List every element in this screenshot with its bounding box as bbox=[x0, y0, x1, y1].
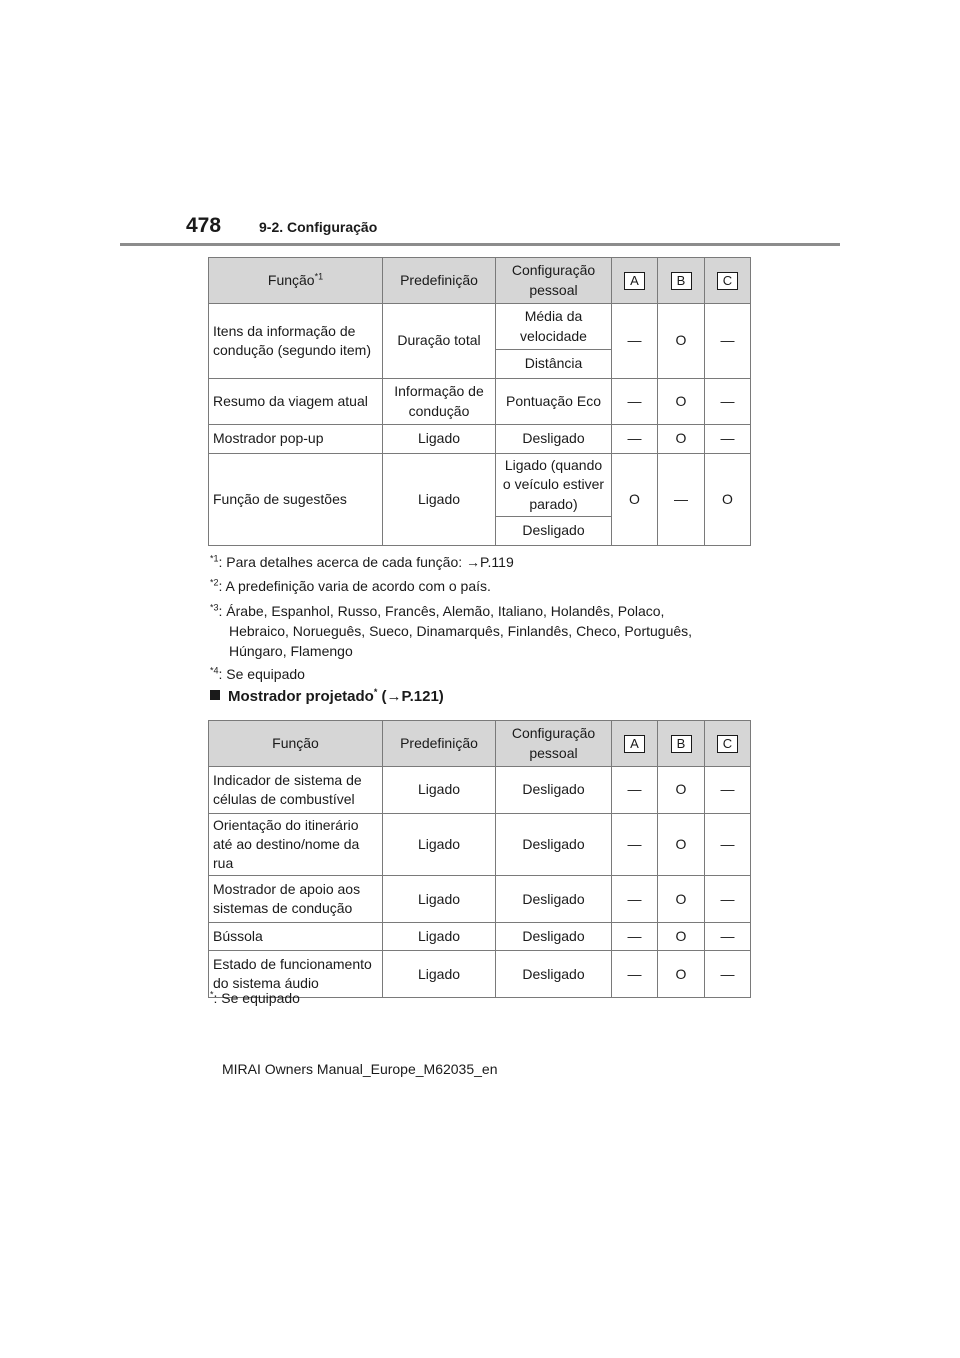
key-box-a: A bbox=[624, 735, 645, 753]
cell-b: O bbox=[658, 923, 705, 951]
cell-c: — bbox=[705, 379, 751, 425]
cell-function: Estado de funcionamento do sistema áudio bbox=[209, 951, 383, 998]
footnote-4: $^{*4}$: Se equipado bbox=[210, 665, 305, 682]
cell-function: Mostrador de apoio aos sistemas de condução bbox=[209, 876, 383, 923]
cell-a: — bbox=[612, 876, 658, 923]
cell-c: — bbox=[705, 304, 751, 379]
cell-default: Ligado bbox=[383, 951, 496, 998]
cell-function: Itens da informação de condução (segundo item) bbox=[209, 304, 383, 379]
cell-c: O bbox=[705, 454, 751, 546]
table-row bbox=[209, 304, 751, 350]
cell-b: O bbox=[658, 767, 705, 814]
cell-c: — bbox=[705, 876, 751, 923]
cell-default: Informação de condução bbox=[383, 379, 496, 425]
key-box-c: C bbox=[717, 272, 738, 290]
cell-a: — bbox=[612, 767, 658, 814]
cell-b: O bbox=[658, 951, 705, 998]
table-row bbox=[209, 454, 751, 517]
cell-a: — bbox=[612, 814, 658, 876]
cell-option: Distância bbox=[496, 350, 612, 379]
cell-function: Bússola bbox=[209, 923, 383, 951]
table-row bbox=[209, 425, 751, 454]
table-row bbox=[209, 923, 751, 951]
cell-a: — bbox=[612, 923, 658, 951]
header-divider bbox=[120, 243, 840, 246]
cell-a: — bbox=[612, 304, 658, 379]
footnote-3: $^{*3}$: Árabe, Espanhol, Russo, Francês, Alemão, Italiano, Holandês, Polaco, Hebraico, Norueguês, Sueco, Dinamarquês, Finlandês, Checo, Português, Húngaro, Flamengo bbox=[210, 602, 693, 659]
cell-default: Ligado bbox=[383, 454, 496, 546]
cell-default: Ligado bbox=[383, 923, 496, 951]
cell-personal: Desligado bbox=[496, 425, 612, 454]
header-b bbox=[658, 258, 705, 304]
header-c bbox=[705, 258, 751, 304]
cell-c: — bbox=[705, 923, 751, 951]
settings-table-2 bbox=[208, 720, 751, 998]
header-a bbox=[612, 258, 658, 304]
header-default: Predefinição bbox=[383, 721, 496, 767]
key-box-b: B bbox=[671, 735, 692, 753]
cell-b: O bbox=[658, 304, 705, 379]
square-bullet-icon bbox=[210, 690, 220, 700]
cell-b: O bbox=[658, 379, 705, 425]
header-b bbox=[658, 721, 705, 767]
cell-a: — bbox=[612, 951, 658, 998]
cell-option: Desligado bbox=[496, 517, 612, 546]
cell-personal: Desligado bbox=[496, 814, 612, 876]
cell-b: O bbox=[658, 876, 705, 923]
cell-b: O bbox=[658, 425, 705, 454]
cell-personal: Desligado bbox=[496, 767, 612, 814]
header-default: Predefinição bbox=[383, 258, 496, 304]
table-row bbox=[209, 814, 751, 876]
table-header-row bbox=[209, 721, 751, 767]
cell-default: Ligado bbox=[383, 425, 496, 454]
cell-c: — bbox=[705, 767, 751, 814]
header-function: Função bbox=[209, 721, 383, 767]
section-title: 9-2. Configuração bbox=[259, 219, 378, 235]
header-a bbox=[612, 721, 658, 767]
page-reference-link[interactable]: (→P.121) bbox=[381, 688, 444, 705]
cell-default: Ligado bbox=[383, 876, 496, 923]
cell-option: Ligado (quando o veículo estiver parado) bbox=[496, 454, 612, 517]
cell-b: O bbox=[658, 814, 705, 876]
cell-c: — bbox=[705, 425, 751, 454]
cell-personal: Pontuação Eco bbox=[496, 379, 612, 425]
cell-function: Resumo da viagem atual bbox=[209, 379, 383, 425]
cell-a: — bbox=[612, 379, 658, 425]
cell-personal: Desligado bbox=[496, 951, 612, 998]
header-function: Função$^{*1}$ bbox=[209, 258, 383, 304]
table-header-row bbox=[209, 258, 751, 304]
cell-a: — bbox=[612, 425, 658, 454]
cell-c: — bbox=[705, 951, 751, 998]
header-personal: Configuração pessoal bbox=[496, 258, 612, 304]
cell-personal: Desligado bbox=[496, 876, 612, 923]
footnote-2: $^{*2}$: A predefinição varia de acordo com o país. bbox=[210, 577, 491, 594]
table-row bbox=[209, 767, 751, 814]
cell-default: Ligado bbox=[383, 814, 496, 876]
cell-personal: Desligado bbox=[496, 923, 612, 951]
cell-default: Duração total bbox=[383, 304, 496, 379]
cell-function: Função de sugestões bbox=[209, 454, 383, 546]
subsection-heading: Mostrador projetado* (→P.121) bbox=[210, 688, 444, 705]
table2-footnote: *: Se equipado bbox=[210, 989, 300, 1006]
cell-c: — bbox=[705, 814, 751, 876]
footnote-1: $^{*1}$: Para detalhes acerca de cada função: →P.119 bbox=[210, 553, 514, 570]
cell-b: — bbox=[658, 454, 705, 546]
settings-table-1 bbox=[208, 257, 751, 546]
cell-a: O bbox=[612, 454, 658, 546]
header-personal: Configuração pessoal bbox=[496, 721, 612, 767]
cell-function: Orientação do itinerário até ao destino/nome da rua bbox=[209, 814, 383, 876]
table-row bbox=[209, 379, 751, 425]
cell-option: Média da velocidade bbox=[496, 304, 612, 350]
page-footer: MIRAI Owners Manual_Europe_M62035_en bbox=[222, 1061, 498, 1077]
cell-default: Ligado bbox=[383, 767, 496, 814]
table-row bbox=[209, 876, 751, 923]
key-box-c: C bbox=[717, 735, 738, 753]
key-box-b: B bbox=[671, 272, 692, 290]
key-box-a: A bbox=[624, 272, 645, 290]
page-number: 478 bbox=[186, 214, 222, 237]
header-c bbox=[705, 721, 751, 767]
cell-function: Mostrador pop-up bbox=[209, 425, 383, 454]
cell-function: Indicador de sistema de células de combustível bbox=[209, 767, 383, 814]
